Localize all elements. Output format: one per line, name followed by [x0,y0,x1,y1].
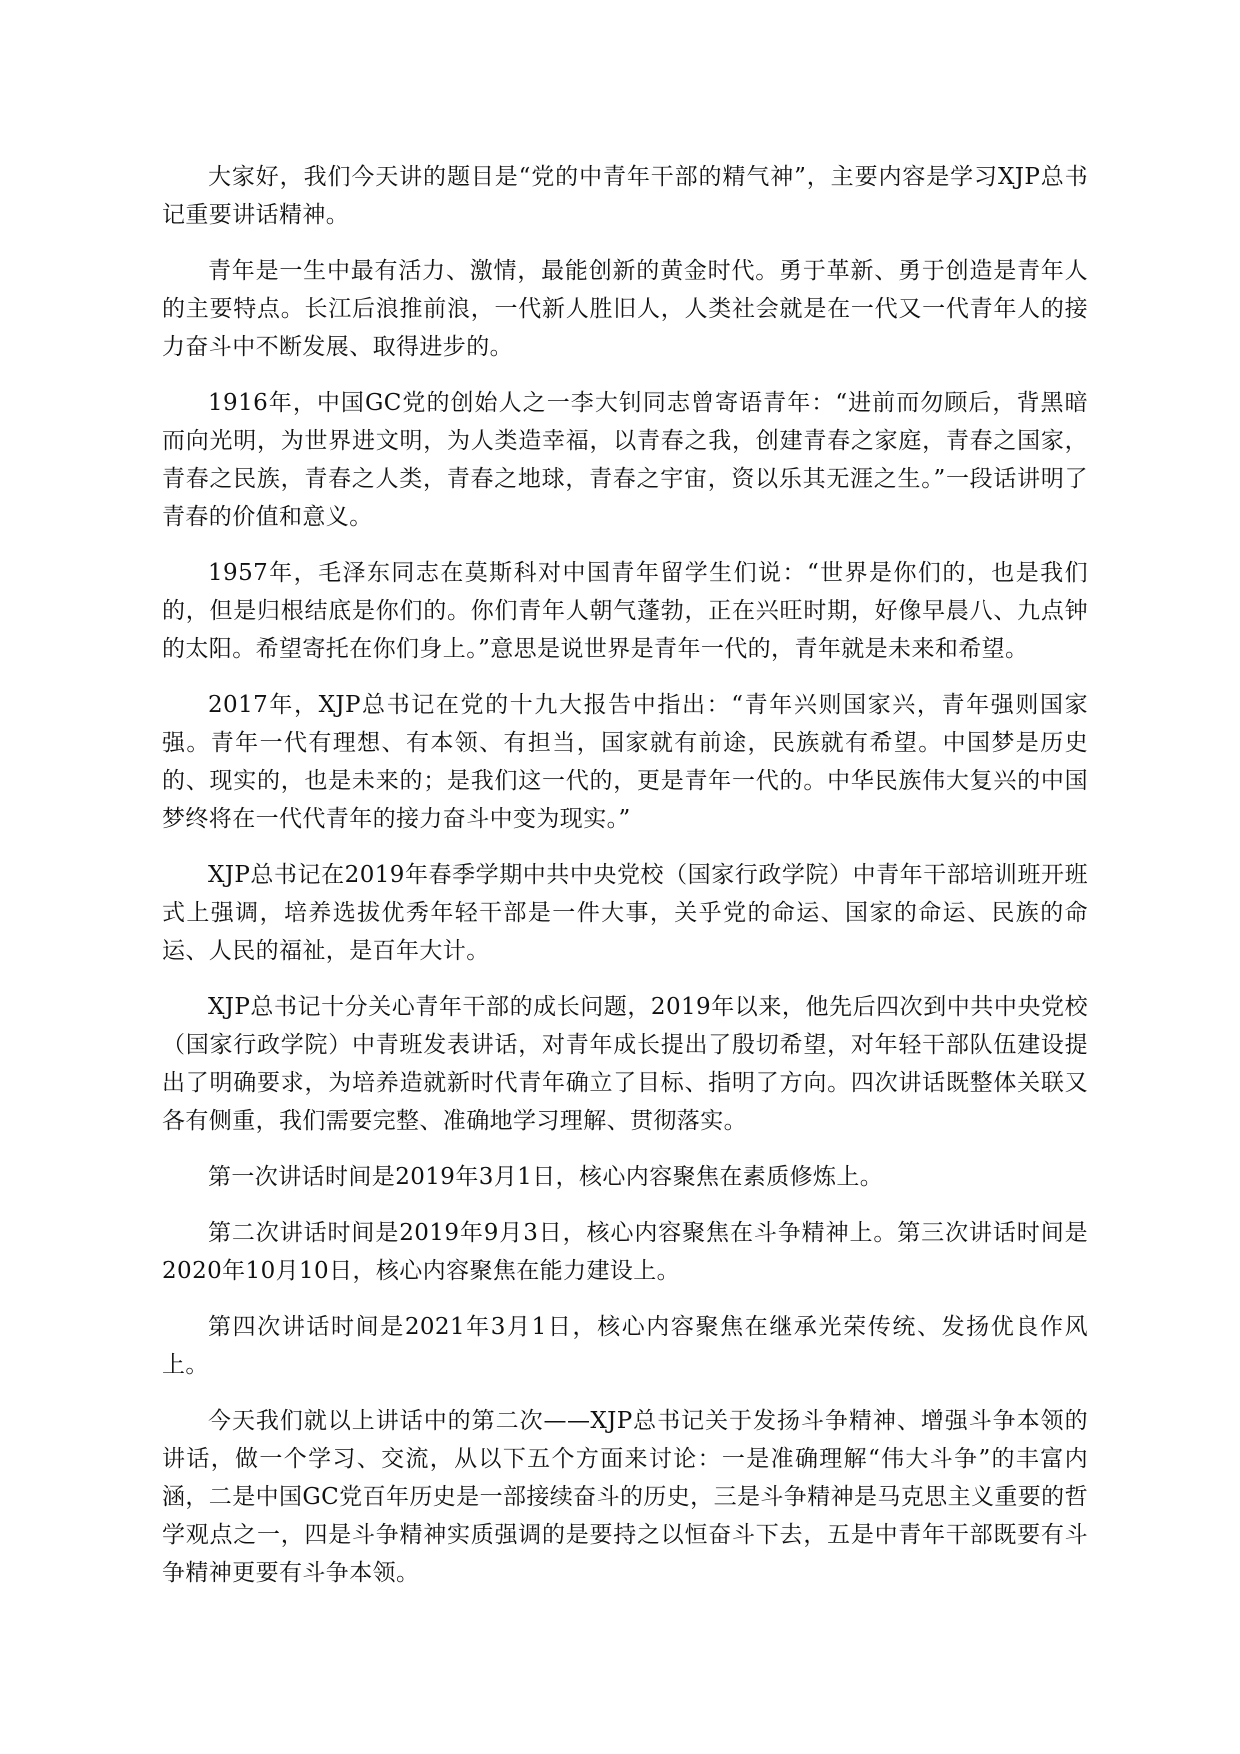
paragraph-fourth-speech: 第四次讲话时间是2021年3月1日，核心内容聚焦在继承光荣传统、发扬优良作风上。 [162,1314,1088,1378]
paragraph-four-speeches: XJP总书记十分关心青年干部的成长问题，2019年以来，他先后四次到中共中央党校（国家行政学院）中青班发表讲话，对青年成长提出了殷切希望，对年轻干部队伍建设提出了明确要求，为培养造就新时代青年确立了目标、指明了方向。四次讲话既整体关联又各有侧重，我们需要完整、准确地学习理解、贯彻落实。 [162,994,1088,1134]
document-body [162,158,1088,1610]
paragraph-mao-1957: 1957年，毛泽东同志在莫斯科对中国青年留学生们说：“世界是你们的，也是我们的，但是归根结底是你们的。你们青年人朝气蓬勃，正在兴旺时期，好像早晨八、九点钟的太阳。希望寄托在你们身上。”意思是说世界是青年一代的，青年就是未来和希望。 [162,560,1088,662]
paragraph-five-aspects: 今天我们就以上讲话中的第二次——XJP总书记关于发扬斗争精神、增强斗争本领的讲话，做一个学习、交流，从以下五个方面来讨论：一是准确理解“伟大斗争”的丰富内涵，二是中国GC党百年历史是一部接续奋斗的历史，三是斗争精神是马克思主义重要的哲学观点之一，四是斗争精神实质强调的是要持之以恒奋斗下去，五是中青年干部既要有斗争精神更要有斗争本领。 [162,1408,1088,1586]
paragraph-party-school-2019: XJP总书记在2019年春季学期中共中央党校（国家行政学院）中青年干部培训班开班式上强调，培养选拔优秀年轻干部是一件大事，关乎党的命运、国家的命运、民族的命运、人民的福祉，是百年大计。 [162,862,1088,964]
paragraph-intro: 大家好，我们今天讲的题目是“党的中青年干部的精气神”，主要内容是学习XJP总书记重要讲话精神。 [162,164,1088,228]
paragraph-report-2017: 2017年，XJP总书记在党的十九大报告中指出：“青年兴则国家兴，青年强则国家强。青年一代有理想、有本领、有担当，国家就有前途，民族就有希望。中国梦是历史的、现实的，也是未来的；是我们这一代的，更是青年一代的。中华民族伟大复兴的中国梦终将在一代代青年的接力奋斗中变为现实。” [162,692,1088,832]
paragraph-youth-golden-age: 青年是一生中最有活力、激情，最能创新的黄金时代。勇于革新、勇于创造是青年人的主要特点。长江后浪推前浪，一代新人胜旧人，人类社会就是在一代又一代青年人的接力奋斗中不断发展、取得进步的。 [162,258,1088,360]
paragraph-first-speech: 第一次讲话时间是2019年3月1日，核心内容聚焦在素质修炼上。 [208,1164,884,1190]
paragraph-second-third-speech: 第二次讲话时间是2019年9月3日，核心内容聚焦在斗争精神上。第三次讲话时间是2020年10月10日，核心内容聚焦在能力建设上。 [162,1220,1088,1284]
paragraph-li-dazhao-1916: 1916年，中国GC党的创始人之一李大钊同志曾寄语青年：“进前而勿顾后，背黑暗而向光明，为世界进文明，为人类造幸福，以青春之我，创建青春之家庭，青春之国家，青春之民族，青春之人类，青春之地球，青春之宇宙，资以乐其无涯之生。”一段话讲明了青春的价值和意义。 [162,390,1088,530]
